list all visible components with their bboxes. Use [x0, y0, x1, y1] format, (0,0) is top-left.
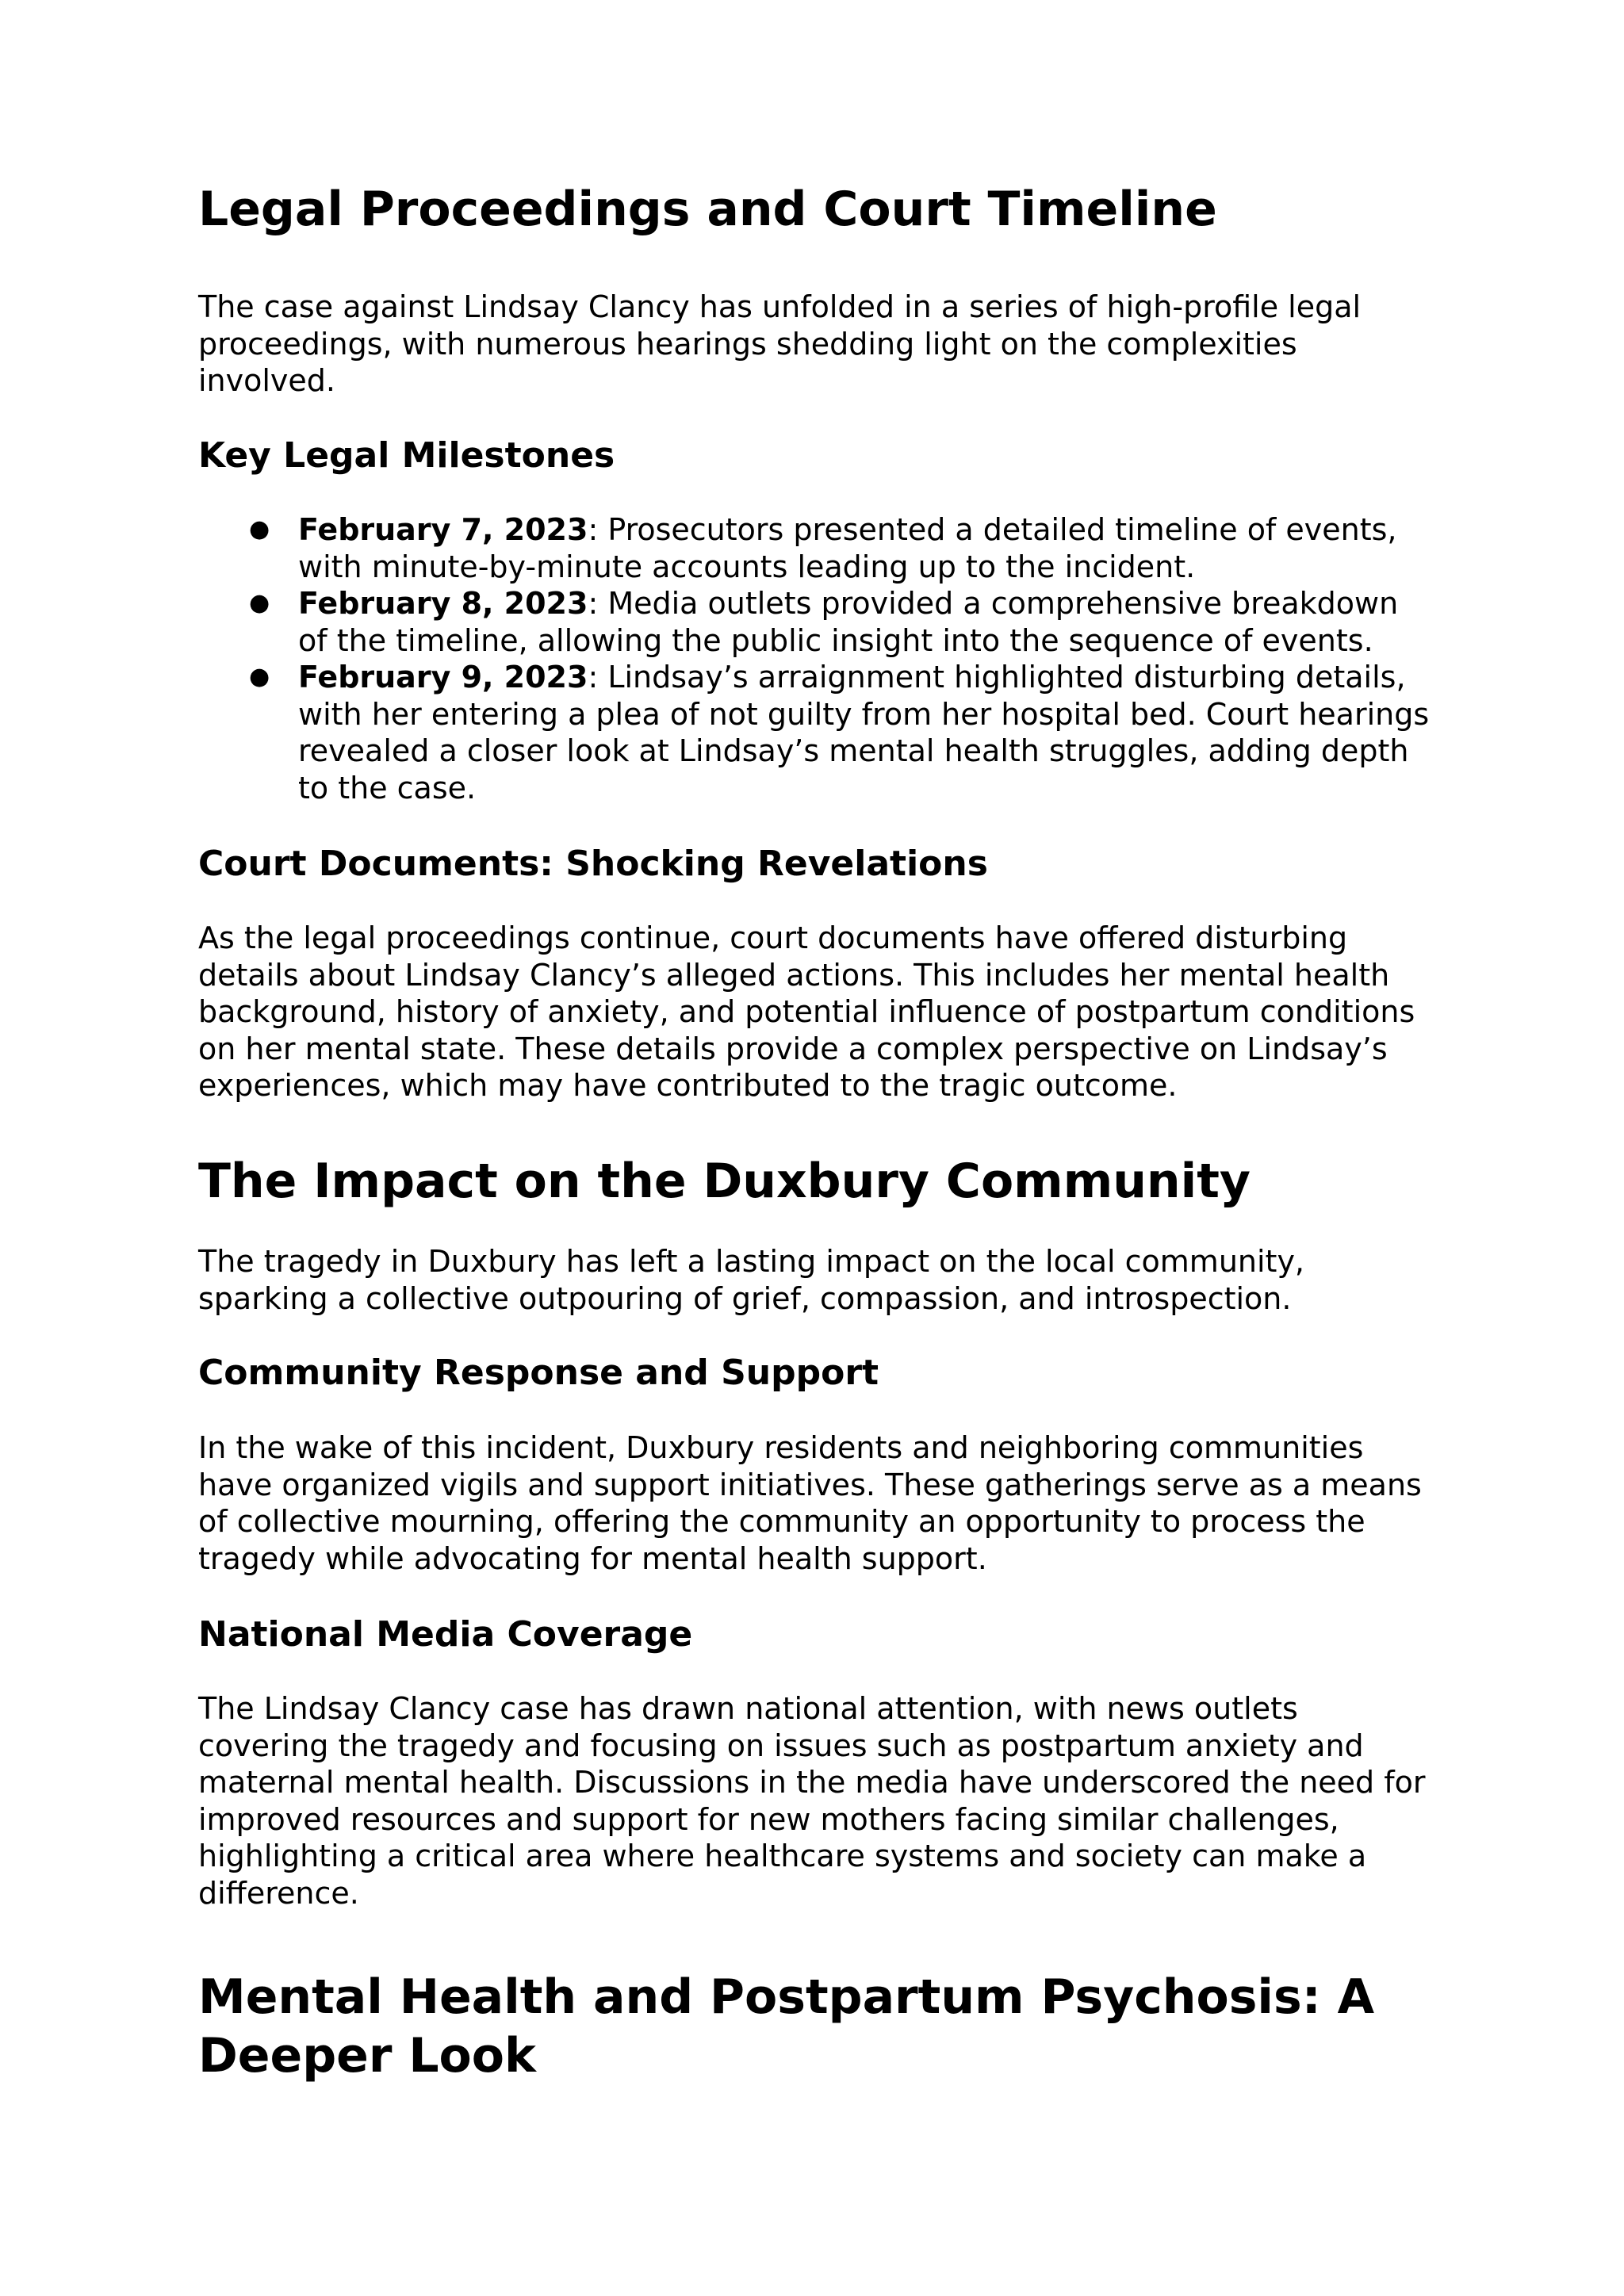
media-coverage-body: The Lindsay Clancy case has drawn national attention, with news outlets covering the tragedy and focusing on issues such as postpartum anxiety and maternal mental health. Discussions in the media have underscored the need for improved resources and support for new mothers facing similar challenges, highlighting a critical area where healthcare systems and society can make a difference.: [198, 1691, 1426, 1911]
community-response-body: In the wake of this incident, Duxbury residents and neighboring communities have organized vigils and support initiatives. These gatherings serve as a means of collective mourning, offering the community an opportunity to process the tragedy while advocating for mental health support.: [198, 1430, 1422, 1576]
subheading-community-response: Community Response and Support: [198, 1353, 879, 1393]
section-heading-legal-proceedings: Legal Proceedings and Court Timeline: [198, 182, 1217, 237]
duxbury-impact-intro: The tragedy in Duxbury has left a lasting impact on the local community, sparking a collective outpouring of grief, compassion, and introspection.: [198, 1244, 1305, 1316]
milestones-list: [198, 511, 1435, 806]
bullet-icon: ●: [249, 589, 270, 617]
subheading-media-coverage: National Media Coverage: [198, 1614, 693, 1655]
section-heading-duxbury-impact: The Impact on the Duxbury Community: [198, 1154, 1251, 1209]
milestone-date: February 8, 2023: [298, 586, 588, 621]
subheading-key-legal-milestones: Key Legal Milestones: [198, 435, 615, 476]
bullet-icon: ●: [249, 663, 270, 691]
milestone-date: February 7, 2023: [298, 512, 588, 547]
bullet-icon: ●: [249, 515, 270, 543]
section-heading-mental-health: Mental Health and Postpartum Psychosis: A Deeper Look: [198, 1969, 1375, 2084]
list-item: [198, 659, 1435, 806]
milestone-date: February 9, 2023: [298, 660, 588, 695]
court-documents-body: As the legal proceedings continue, court documents have offered disturbing details about Lindsay Clancy’s alleged actions. This includes her mental health background, history of anxiety, and potential influence of postpartum conditions on her mental state. These details provide a complex perspective on Lindsay’s experiences, which may have contributed to the tragic outcome.: [198, 920, 1415, 1103]
milestone-text: : Prosecutors presented a detailed timeline of events, with minute-by-minute accounts leading up to the incident.: [298, 512, 1397, 584]
legal-proceedings-intro: The case against Lindsay Clancy has unfolded in a series of high-profile legal proceedings, with numerous hearings shedding light on the complexities involved.: [198, 289, 1362, 398]
milestone-text: : Lindsay’s arraignment highlighted disturbing details, with her entering a plea of not guilty from her hospital bed. Court hearings revealed a closer look at Lindsay’s mental health struggles, adding depth to the case.: [298, 660, 1430, 806]
list-item: [198, 511, 1435, 585]
subheading-court-documents: Court Documents: Shocking Revelations: [198, 844, 988, 884]
list-item: [198, 585, 1435, 659]
milestone-text: : Media outlets provided a comprehensive breakdown of the timeline, allowing the public insight into the sequence of events.: [298, 586, 1399, 658]
